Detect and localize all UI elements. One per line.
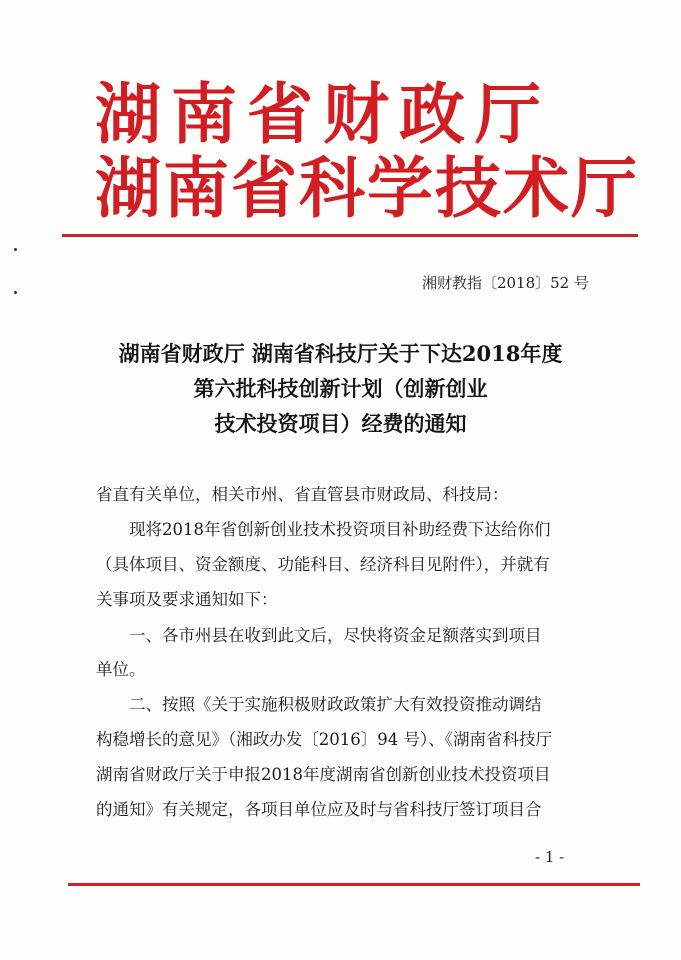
- scan-mark: [14, 291, 17, 294]
- issuer-header-finance: 湖南省财政厅: [95, 76, 551, 153]
- body-line: 省直有关单位，相关市州、省直管县市财政局、科技局：: [96, 485, 509, 504]
- body-line: 二、按照《关于实施积极财政政策扩大有效投资推动调结: [96, 695, 542, 714]
- page-number: - 1 -: [535, 848, 565, 866]
- body-line: 一、各市州县在收到此文后，尽快将资金足额落实到项目: [96, 626, 542, 645]
- body-line: 构稳增长的意见》（湘政办发〔2016〕94 号）、《湖南省科技厅: [96, 730, 552, 749]
- issuer-header-science: 湖南省科学技术厅: [95, 150, 639, 227]
- body-line: 关事项及要求通知如下：: [96, 590, 278, 609]
- body-line: 单位。: [96, 660, 146, 679]
- document-number: 湘财教指〔2018〕52 号: [421, 274, 589, 292]
- document-title-line-2: 第六批科技创新计划（创新创业: [193, 376, 488, 401]
- body-line: （具体项目、资金额度、功能科目、经济科目见附件），并就有: [96, 555, 550, 574]
- body-line: 湖南省财政厅关于申报2018年度湖南省创新创业技术投资项目: [96, 765, 551, 784]
- body-line: 的通知》有关规定，各项目单位应及时与省科技厅签订项目合: [96, 800, 542, 819]
- footer-red-divider: [68, 883, 640, 886]
- document-title-line-1: 湖南省财政厅 湖南省科技厅关于下达2018年度: [118, 341, 563, 366]
- body-line: 现将2018年省创新创业技术投资项目补助经费下达给你们: [96, 520, 551, 539]
- header-red-divider: [62, 234, 638, 237]
- scan-mark: [14, 248, 17, 251]
- document-title-line-3: 技术投资项目）经费的通知: [214, 411, 467, 436]
